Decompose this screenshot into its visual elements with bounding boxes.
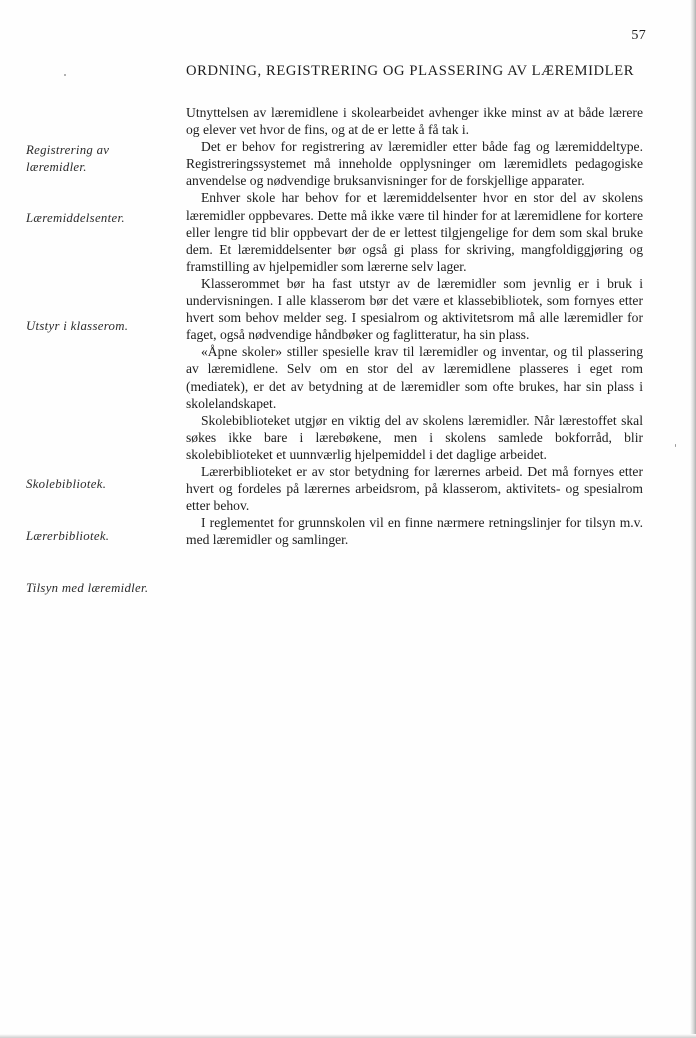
paragraph: Skolebiblioteket utgjør en viktig del av skolens læremidler. Når lærestoffet skal søkes ikke bare i lærebøkene, men i skolens samlede bokforråd, blir skolebiblioteket et uunnværlig hjelpemiddel i det daglige arbeidet. <box>186 412 643 462</box>
paragraph: Enhver skole har behov for et læremiddelsenter hvor en stor del av skolens læremidler oppbevares. Dette må ikke være til hinder for at læremidlene for kortere eller lengre tid blir oppbevart der de er lettest tilgjengelige for dem som skal bruke dem. Et læremiddelsenter bør også gi plass for skriving, mangfoldiggjøring og framstilling av hjelpemidler som lærerne selv lager. <box>186 190 643 274</box>
paragraph: Utnyttelsen av læremidlene i skolearbeidet avhenger ikke minst av at både lærere og elever vet hvor de fins, og at de er lette å få tak i. <box>186 105 643 138</box>
margin-note-tilsyn: Tilsyn med læremidler. <box>26 581 149 595</box>
margin-note-laeremiddelsenter: Læremiddelsenter. <box>26 211 125 225</box>
paragraph: «Åpne skoler» stiller spesielle krav til læremidler og inventar, og til plassering av læremidlene. Selv om en stor del av læremidlene plasseres i eget rom (mediatek), er det av betydning at de læremidler som ofte brukes, har sin plass i skolelandskapet. <box>186 344 643 411</box>
page-number: 57 <box>631 28 646 43</box>
paper-speck <box>64 74 66 76</box>
paragraph: Det er behov for registrering av læremidler etter både fag og læremiddeltype. Registreringssystemet må inneholde opplysninger om læremidlets pedagogiske anvendelse og nødvendige bruksanvisninger for de forskjellige apparater. <box>186 139 643 189</box>
page-edge-right <box>690 0 696 1038</box>
margin-note-registrering: Registrering av læremidler. <box>26 143 110 174</box>
margin-note-skolebibliotek: Skolebibliotek. <box>26 477 107 491</box>
margin-note-utstyr: Utstyr i klasserom. <box>26 319 129 333</box>
paragraph: I reglementet for grunnskolen vil en finne nærmere retningslinjer for tilsyn m.v. med læremidler og samlinger. <box>186 515 643 548</box>
section-heading: ORDNING, REGISTRERING OG PLASSERING AV LÆREMIDLER <box>186 63 635 79</box>
paragraph: Lærerbiblioteket er av stor betydning for lærernes arbeid. Det må fornyes etter hvert og fordeles på lærernes arbeidsrom, på klasserom, aktivitets- og spesialrom etter behov. <box>186 463 643 514</box>
page-edge-bottom <box>0 1034 696 1038</box>
body-text <box>186 104 643 548</box>
margin-note-laererbibliotek: Lærerbibliotek. <box>26 529 110 543</box>
paragraph: Klasserommet bør ha fast utstyr av de læremidler som jevnlig er i bruk i undervisningen. I alle klasserom bør det være et klassebibliotek, som fornyes etter hvert som behov melder seg. I spesialrom og aktivitetsrom må alle læremidler for faget, også nødvendige håndbøker og faglitteratur, ha sin plass. <box>186 275 643 343</box>
paper-speck <box>675 444 676 447</box>
